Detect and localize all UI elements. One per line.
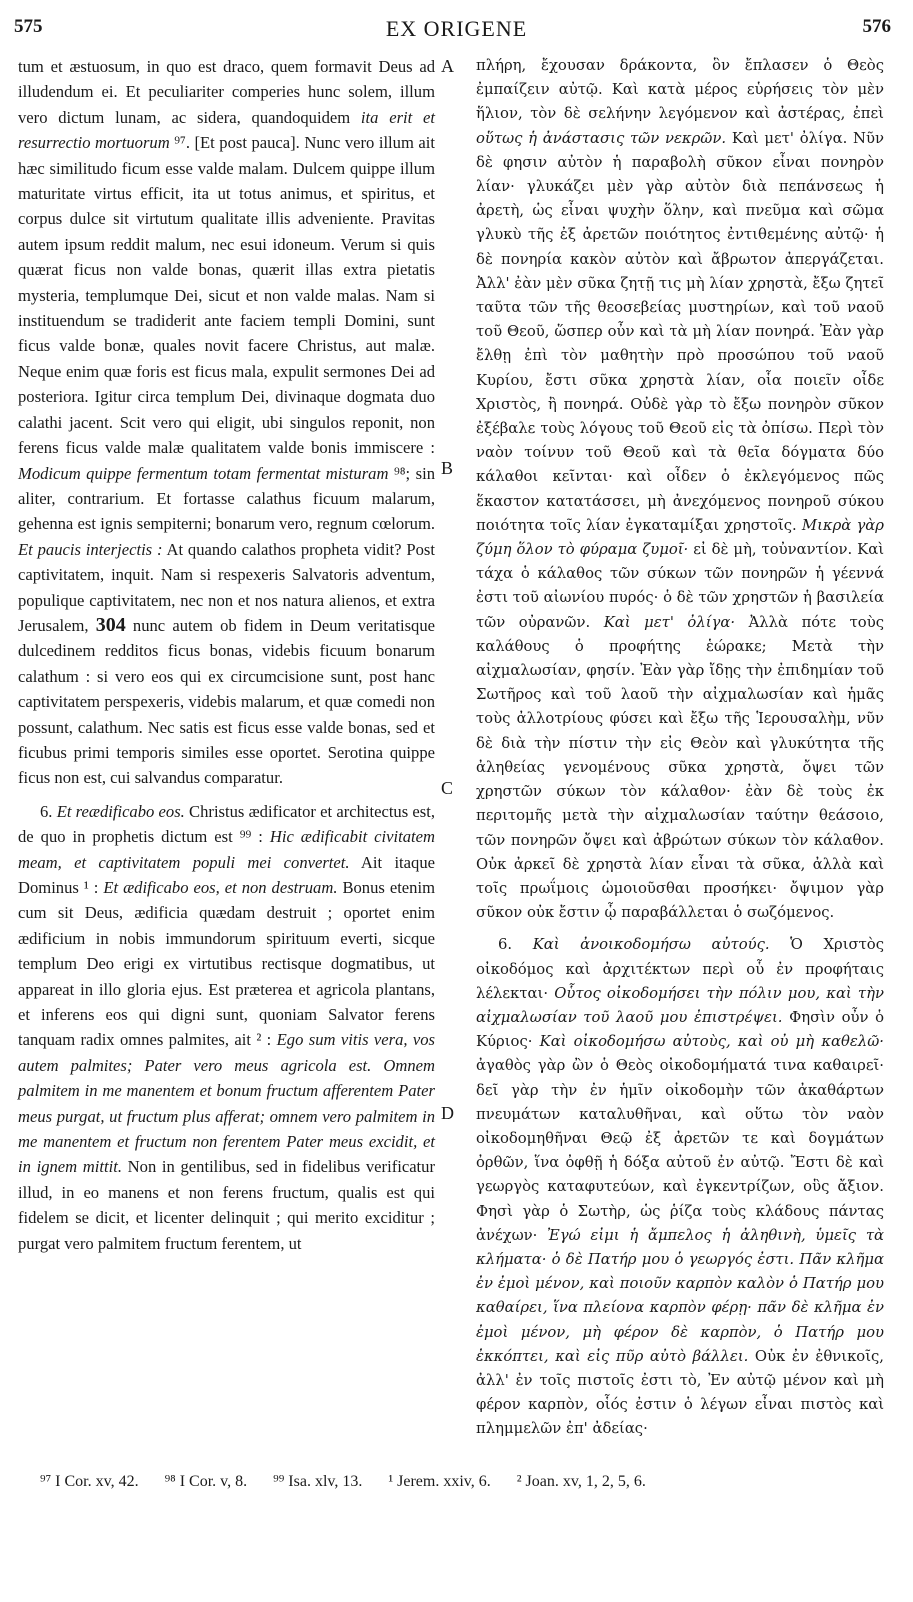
margin-marker-a: A (441, 56, 454, 76)
column-number-marker: 304 (95, 613, 126, 636)
latin-paragraph-2: 6. Et reædificabo eos. Christus ædificator et architectus est, de quo in prophetis dictum est ⁹⁹ : Hic ædificabit civitatem meam, et captivitatem populi mei convertet. Ait itaque Dominus ¹ : Et ædificabo eos, et non destruam. Bonus etenim cum sit Deus, ædificia quædam destruit ; oportet enim ædificium in nobis immundorum spirituum everti, sicque templum Deo erigi ex virtutibus rectisque dogmatibus, ut appareat in illo gloria ejus. Est præterea et agricola plantans, et inferens eos qui digni sunt, quoniam Salvator ferens tanquam radix omnes palmites, ait ² : Ego sum vitis vera, vos autem palmites; Pater vero meus agricola est. Omnem palmitem in me manentem et bonum fructum afferentem Pater meus purgat, ut fructum plus afferat; omnem vero palmitem in me manentem et fructum non ferentem Pater meus excidit, et in ignem mittit. Non in gentilibus, sed in fidelibus verificatur illud, in eo manens et non ferens fructum, qualis est qui fidelem se dicit, et licenter delinquit ; qui merito exciditur ; purgat vero palmitem fructum ferentem, ut (18, 801, 436, 1253)
greek-column (476, 54, 884, 1442)
footnote: ⁹⁹ Isa. xlv, 13. (273, 1473, 363, 1490)
page-number-right: 576 (862, 16, 891, 37)
footnote: ² Joan. xv, 1, 2, 5, 6. (516, 1473, 646, 1490)
margin-marker-b: B (441, 458, 454, 478)
page-header (0, 16, 913, 46)
latin-column (18, 54, 435, 1256)
page-number-left: 575 (14, 16, 43, 37)
footnote: ⁹⁷ I Cor. xv, 42. (40, 1473, 139, 1490)
greek-paragraph-2: 6. Καὶ ἀνοικοδομήσω αὐτούς. Ὁ Χριστὸς οἰκοδόμος καὶ ἀρχιτέκτων περὶ οὗ ἐν προφήταις λέλεκται· Οὗτος οἰκοδομήσει τὴν πόλιν μου, καὶ τὴν αἰχμαλωσίαν τοῦ λαοῦ μου ἐπιστρέψει. Φησὶν οὖν ὁ Κύριος· Καὶ οἰκοδομήσω αὐτοὺς, καὶ οὐ μὴ καθελῶ· ἀγαθὸς γὰρ ὢν ὁ Θεὸς οἰκοδομήματά τινα καθαιρεῖ· δεῖ γὰρ τὴν ἐν ἡμῖν οἰκοδομὴν τῶν ἀκαθάρτων πνευμάτων καταλυθῆναι, καὶ οὕτω τὸν ναὸν οἰκοδομηθῆναι Θεῷ ἐξ ἀρετῶν τε καὶ δογμάτων ὀρθῶν, ἵνα ὀφθῇ ἡ δόξα αὐτοῦ ἐν αὐτῷ. Ἔστι δὲ καὶ γεωργὸς καταφυτεύων, καὶ ἐγκεντρίζων, οὓς ἄξιον. Φησὶ γὰρ ὁ Σωτὴρ, ὡς ῥίζα τοὺς κλάδους πάντας ἀνέχων· Ἐγώ εἰμι ἡ ἄμπελος ἡ ἀληθινὴ, ὑμεῖς τὰ κλήματα· ὁ δὲ Πατήρ μου ὁ γεωργός ἐστι. Πᾶν κλῆμα ἐν ἐμοὶ μένον, καὶ ποιοῦν καρπὸν καλὸν ὁ Πατήρ μου καθαίρει, ἵνα πλείονα καρπὸν φέρῃ· πᾶν δὲ κλῆμα ἐν ἐμοὶ μένον, μὴ φέρον δὲ καρπὸν, ὁ Πατήρ μου ἐκκόπτει, καὶ εἰς πῦρ αὐτὸ βάλλει. Οὐκ ἐν ἐθνικοῖς, ἀλλ' ἐν τοῖς πιστοῖς ἐστι τὸ, Ἐν αὐτῷ μένον καὶ μὴ φέρον καρπὸν, οἷός ἐστιν ὁ λέγων εἶναι πιστὸς καὶ πλημμελῶν ἐπ' ἀδείας· (476, 936, 885, 1438)
margin-marker-d: D (441, 1103, 454, 1123)
latin-paragraph-1: tum et æstuosum, in quo est draco, quem formavit Deus ad illudendum ei. Et peculiariter comperies hunc solem, illum vero dictum lunam, ac sidera, quandoquidem ita erit et resurrectio mortuorum ⁹⁷. [Et post pauca]. Nunc vero illum ait hæc similitudo ficum esse valde malam. Dulcem quippe illum maturitate virtus efficit, ita ut totus animus, et spiritus, et corpus dulce sit virtutum qualitate illis adveniente. Pravitas autem ipsum reddit malum, nec esui idoneum. Verum si quis quærat ficus non valde bonas, quærit illas extra pietatis mysteria, templumque Dei, sicut et non valde malas. Nam si instituendum se tradiderit ante faciem templi Domini, sunt ficus valde bonæ, quales novit facere Christus, aut malæ. Neque enim quæ foris est ficus mala, expulit sermones Dei ad posteriora. Igitur circa templum Dei, divinaque dogmata duo calathi jacent. Scit vero qui eligit, ubi singulos reponit, non ferens ficus valde malæ qualitatem valde bonis immiscere : Modicum quippe fermentum totam fermentat misturam ⁹⁸; sin aliter, contrarium. Et fortasse calathus ficuum malarum, gehenna est ignis sempiterni; bonarum vero, regnum cœlorum. Et paucis interjectis : At quando calathos propheta vidit? Post captivitatem, inquit. Nam si respexeris Salvatoris adventum, populique captivitatem, nec non et nos natura alienos, et extra Jerusalem, 304 nunc autem ob fidem in Deum veritatisque dulcedinem redditos ficus bonas, videbis ficuum bonarum calathum : si vero eos qui ex circumcisione sunt, post hanc captivitatem perspexeris, videbis malarum, et quæ comedi non possunt, calathum. Nec satis est ficus esse valde bonas, sed et ficubus primi temporis similes esse oportet. Serotina quippe ficus non est, cui salvandus comparatur. (18, 57, 435, 788)
greek-paragraph-1: πλήρη, ἔχουσαν δράκοντα, ὃν ἔπλασεν ὁ Θεὸς ἐμπαίζειν αὐτῷ. Καὶ κατὰ μέρος εὑρήσεις τὸν μὲν ἥλιον, τὸν δὲ σελήνην λεγόμενον καὶ ἀστέρας, ἐπεὶ οὕτως ἡ ἀνάστασις τῶν νεκρῶν. Καὶ μετ' ὀλίγα. Νῦν δὲ φησιν αὐτὸν ἡ παραβολὴ σῦκον εἶναι πονηρὸν λίαν· γλυκάζει μὲν γὰρ αὐτὸν διὰ πεπάνσεως ἡ ἀρετὴ, ὡς εἶναι ψυχὴν ὅλην, καὶ πνεῦμα καὶ σῶμα γλυκὺ τῆς ἐξ ἀρετῶν ποιότητος ἐντιθεμένης αὐτῷ· ἡ δὲ πονηρία κακὸν αὐτὸν καὶ ἄβρωτον ἀπεργάζεται. Ἀλλ' ἐὰν μὲν σῦκα ζητῇ τις μὴ λίαν χρηστὰ, ἔξω ζητεῖ ταῦτα τῶν τῆς θεοσεβείας μυστηρίων, καὶ τοῦ ναοῦ τοῦ Θεοῦ, ὥσπερ οὖν καὶ τὰ μὴ λίαν πονηρά. Ἐὰν γὰρ ἔλθῃ ἐπὶ τὸν μαθητὴν πρὸ προσώπου τοῦ ναοῦ Κυρίου, ἔστι σῦκα χρηστὰ λίαν, οἷα ποιεῖν οἶδε Χριστὸς, ἢ πονηρά. Οὐδὲ γὰρ τὸ ἔξω πονηρὸν σῦκον ἐξέβαλε τοὺς λόγους τοῦ Θεοῦ εἰς τὰ ὀπίσω. Περὶ τὸν ναὸν τοίνυν τοῦ Θεοῦ καὶ τὰ θεῖα δόγματα δύο κάλαθοι κεῖνται· καὶ οἶδεν ὁ ἐκλεγόμενος πῶς ἕκαστον κατατάσσει, μὴ ἀνεχόμενος πονηροῦ σύκου ποιότητα τοῖς λίαν ἐγκαταμίξαι χρηστοῖς. Μικρὰ γὰρ ζύμη ὅλον τὸ φύραμα ζυμοῖ· εἰ δὲ μὴ, τοὐναντίον. Καὶ τάχα ὁ κάλαθος τῶν σύκων τῶν πονηρῶν ἡ γέεννά ἐστι τοῦ αἰωνίου πυρός· ὁ δὲ τῶν χρηστῶν ἡ βασιλεία τῶν οὐρανῶν. Καὶ μετ' ὀλίγα· Ἀλλὰ πότε τοὺς καλάθους ὁ προφήτης ἑώρακε; Μετὰ τὴν αἰχμαλωσίαν, φησίν. Ἐὰν γὰρ ἴδῃς τὴν ἐπιδημίαν τοῦ Σωτῆρος καὶ τοῦ λαοῦ τὴν αἰχμαλωσίαν καὶ ἡμᾶς τοὺς ἀλλοτρίους φύσει καὶ ἔξω τῆς Ἱερουσαλὴμ, νῦν δὲ διὰ τὴν πίστιν τὴν εἰς Θεὸν καὶ γλυκύτητα τῆς ἀληθείας γενομένους σῦκα χρηστὰ, ὄψει τῶν χρηστῶν σύκων τὸν κάλαθον· ἐὰν δὲ τοὺς ἐκ περιτομῆς μετὰ τὴν αἰχμαλωσίαν ταύτην θεάσοιο, τῶν πονηρῶν ὄψει καὶ ἀβρώτων σύκων τὸν κάλαθον. Οὐκ ἀρκεῖ δὲ χρηστὰ λίαν εἶναι τὰ σῦκα, ἀλλὰ καὶ τοῖς πρωΐμοις ὡμοιοῦσθαι προσήκει· ὄψιμον γὰρ σῦκον οὐκ ἔστιν ᾧ παραβάλλεται ὁ σωζόμενος. (476, 57, 884, 922)
footnote: ¹ Jerem. xxiv, 6. (388, 1473, 491, 1490)
running-title: EX ORIGENE (385, 16, 528, 41)
footnotes (40, 1473, 900, 1491)
footnote: ⁹⁸ I Cor. v, 8. (164, 1473, 248, 1490)
margin-marker-c: C (441, 778, 454, 798)
